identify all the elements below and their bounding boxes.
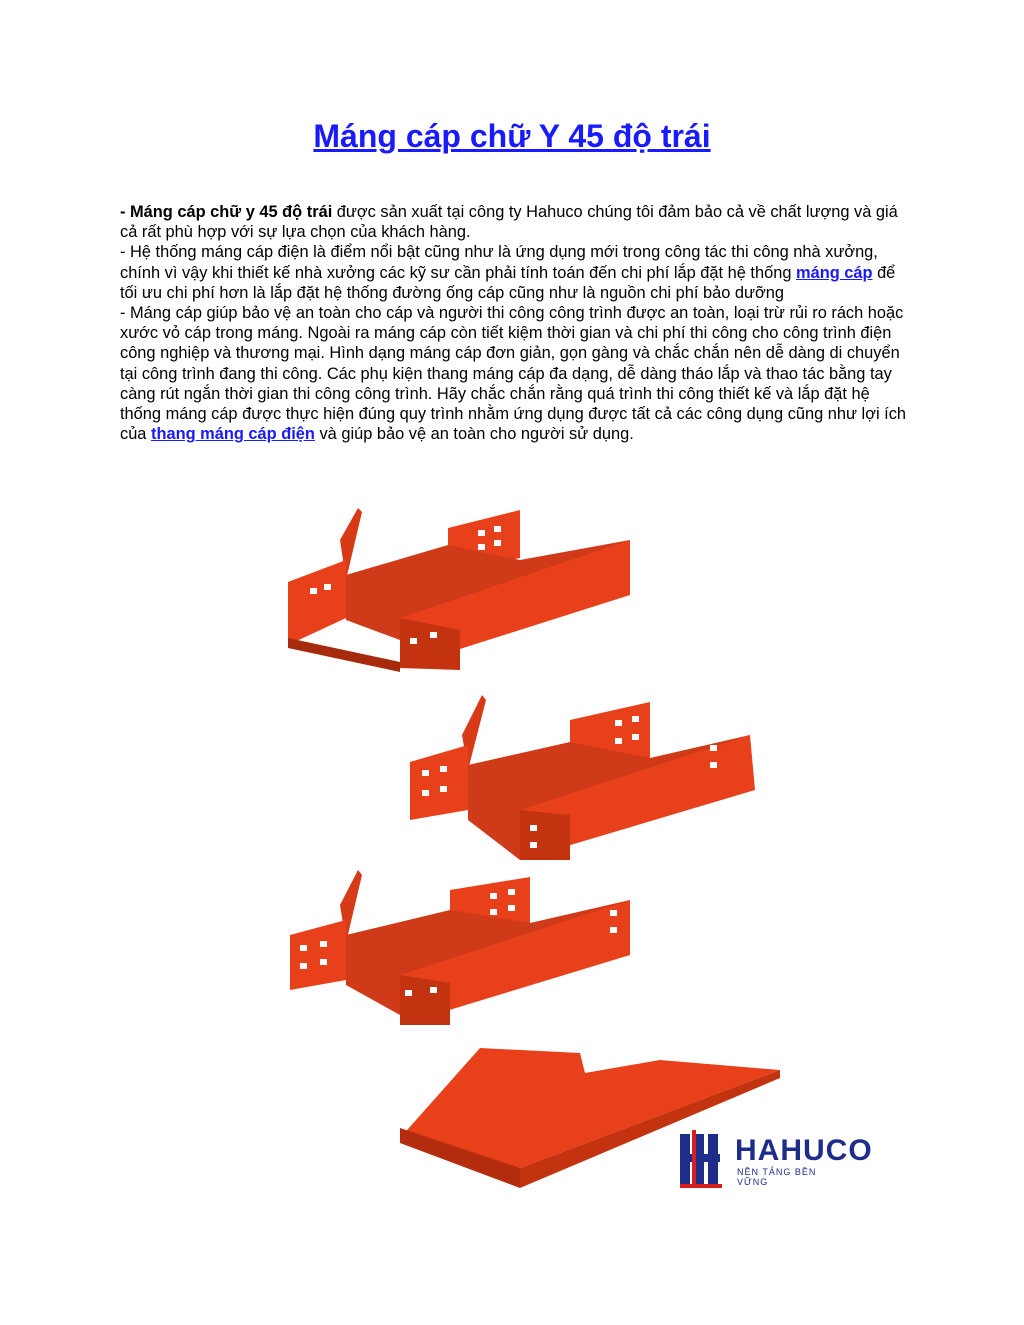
cable-tray-illustration bbox=[280, 500, 860, 1200]
benefits-text-end: và giúp bảo vệ an toàn cho người sử dụng. bbox=[314, 425, 634, 444]
page-title[interactable]: Máng cáp chữ Y 45 độ trái bbox=[313, 118, 711, 154]
cable-tray-3 bbox=[290, 870, 630, 1025]
benefits-text-start: - Máng cáp giúp bảo vệ an toàn cho cáp và người thi công công trình được an toàn, loại trừ rủi ro rách hoặc xước vỏ cáp trong máng. Ngoài ra máng cáp còn tiết kiệm thời gian và chi phí thi công cho công trình điện công nghiệp và thương mại. Hình dạng máng cáp đơn giản, gọn gàng và chắc chắn nên dễ dàng di chuyển tại công trình đang thi công. Các phụ kiện thang máng cáp đa dạng, dễ dàng tháo lắp và thao tác bằng tay càng rút ngắn thời gian thi công công trình. Hãy chắc chắn rằng quá trình thi công thiết kế và lắp đặt hệ thống máng cáp được thực hiện đúng quy trình nhằm ứng dụng được tất cả các công dụng cũng như lợi ích của bbox=[120, 304, 907, 444]
paragraph-system bbox=[120, 242, 910, 303]
cable-tray-2 bbox=[410, 695, 755, 860]
link-thang-mang-cap-dien[interactable]: thang máng cáp điện bbox=[150, 425, 315, 444]
logo-wordmark: HAHUCO bbox=[735, 1134, 873, 1167]
intro-bold: - Máng cáp chữ y 45 độ trái bbox=[120, 203, 333, 221]
hahuco-logo-mark bbox=[680, 1130, 730, 1190]
tray-2-front-face bbox=[520, 810, 570, 860]
hahuco-logo bbox=[680, 1130, 873, 1195]
tray-3-front-face bbox=[400, 975, 450, 1025]
article-body bbox=[120, 202, 910, 444]
intro-text: được sản xuất tại công ty Hahuco chúng tôi đảm bảo cả về chất lượng và giá cả rất phù hợp với sự lựa chọn của khách hàng. bbox=[120, 203, 898, 242]
paragraph-intro bbox=[120, 202, 910, 242]
tray-1-bottom-lip bbox=[288, 638, 400, 672]
tray-3-left-wall bbox=[290, 920, 346, 990]
tray-1-left-wall bbox=[288, 560, 346, 645]
tray-2-left-wall bbox=[410, 745, 468, 820]
link-mang-cap[interactable]: máng cáp bbox=[796, 263, 873, 282]
cable-tray-1 bbox=[288, 508, 630, 672]
system-text-end: để tối ưu chi phí hơn là lắp đặt hệ thống đường ống cáp cũng như là nguồn chi phí bảo dưỡng bbox=[120, 263, 896, 302]
logo-slogan: NỀN TẢNG BỀN VỮNG bbox=[737, 1167, 817, 1187]
system-text-start: - Hệ thống máng cáp điện là điểm nổi bật cũng như là ứng dụng mới trong công tác thi công nhà xưởng, chính vì vậy khi thiết kế nhà xưởng các kỹ sư cần phải tính toán đến chi phí lắp đặt hệ thống bbox=[120, 243, 878, 282]
paragraph-benefits bbox=[120, 303, 910, 444]
